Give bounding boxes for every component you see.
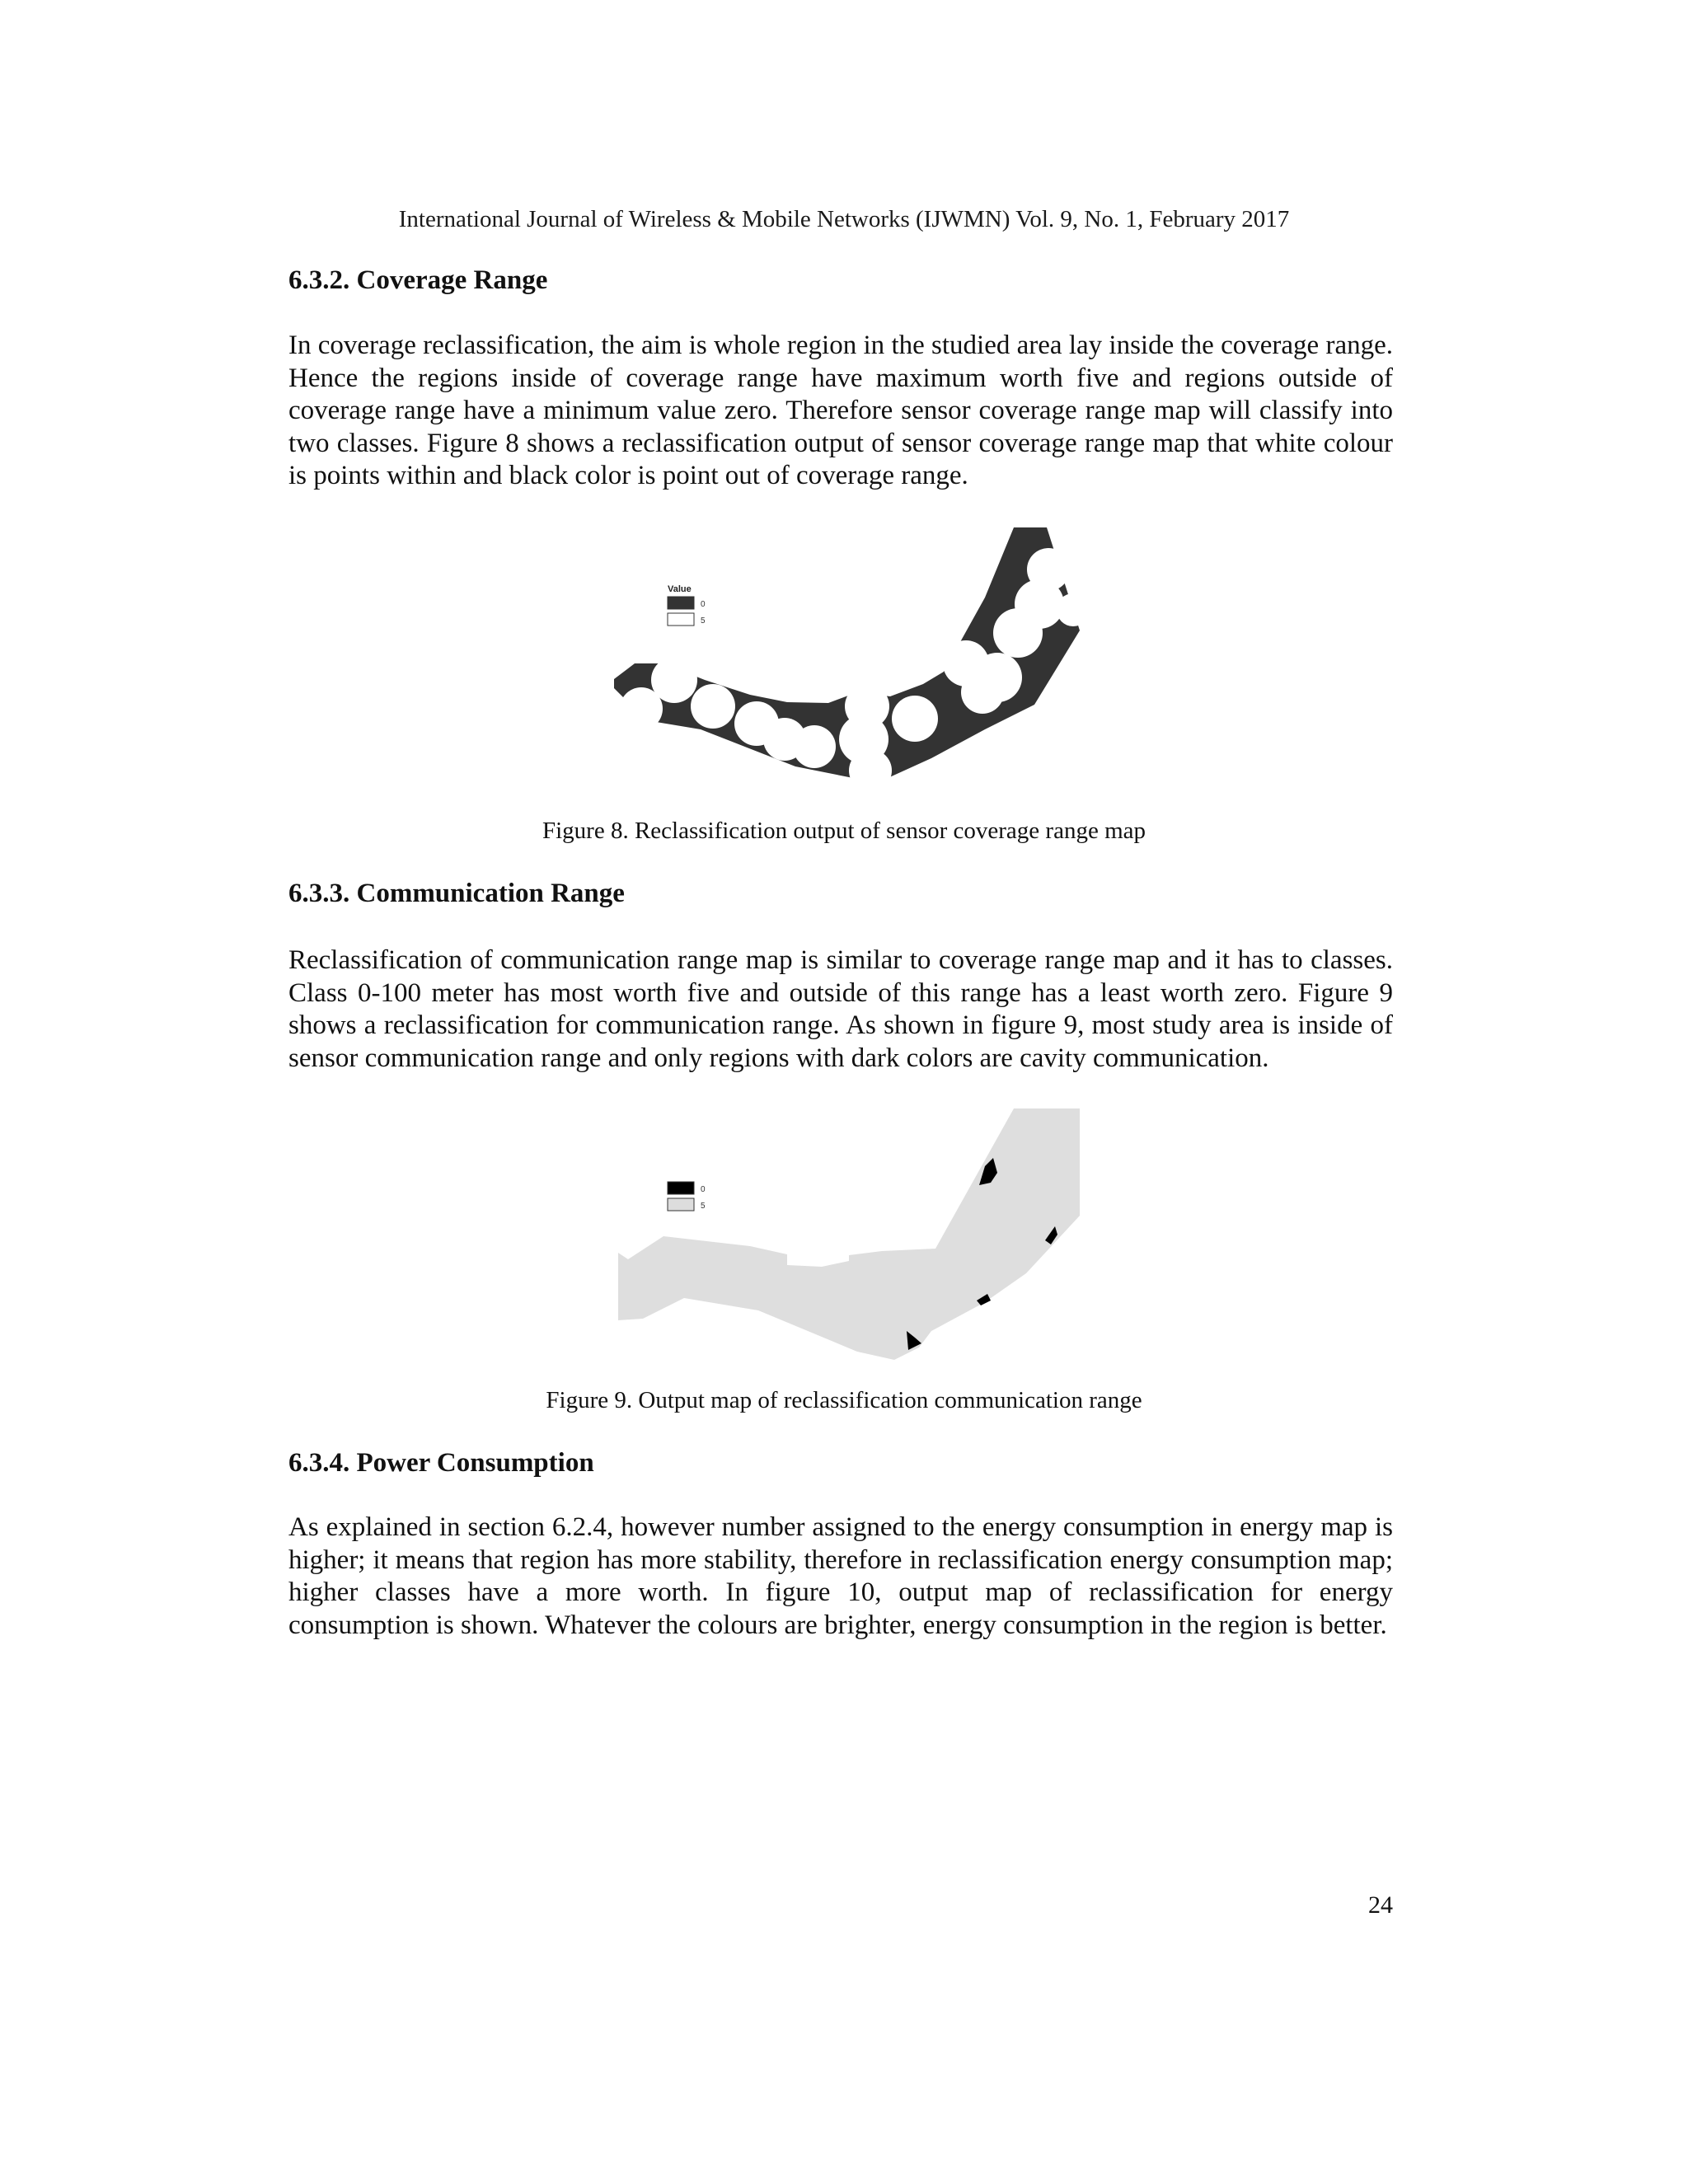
section-heading-power-consumption: 6.3.4. Power Consumption bbox=[288, 1448, 594, 1478]
coverage-region bbox=[614, 527, 1080, 779]
paragraph-coverage-range: In coverage reclassification, the aim is whole region in the studied area lay inside the coverage range. Hence the regions inside of coverage range have maximum worth five and regions outside of coverage range have a minimum value zero. Therefore sensor coverage range map will classify into two classes. Figure 8 shows a reclassification output of sensor coverage range map that white colour is points within and black color is point out of coverage range. bbox=[288, 330, 1393, 490]
legend-label-0: 0 bbox=[701, 600, 706, 609]
section-heading-communication-range: 6.3.3. Communication Range bbox=[288, 879, 625, 908]
figure-9-legend bbox=[668, 1182, 706, 1211]
legend-label-5: 5 bbox=[701, 616, 706, 626]
figure-8-coverage-map bbox=[610, 523, 1080, 779]
page-number: 24 bbox=[1368, 1891, 1393, 1919]
legend-swatch-0 bbox=[668, 597, 694, 609]
figure-9-communication-map bbox=[610, 1104, 1080, 1360]
figure-9-caption: Figure 9. Output map of reclassification communication range bbox=[546, 1387, 1142, 1413]
legend-swatch-5 bbox=[668, 613, 694, 626]
running-header: International Journal of Wireless & Mobile Networks (IJWMN) Vol. 9, No. 1, February 2017 bbox=[398, 206, 1290, 232]
communication-region bbox=[618, 1108, 1080, 1360]
legend-title: Value bbox=[668, 584, 692, 594]
legend-swatch-5 bbox=[668, 1198, 694, 1211]
legend-swatch-0 bbox=[668, 1182, 694, 1194]
figure-8-legend bbox=[668, 584, 706, 626]
paragraph-communication-range: Reclassification of communication range map is similar to coverage range map and it has to classes. Class 0-100 meter has most worth five and outside of this range has a least worth zero. Figure 9 shows a reclassification for communication range. As shown in figure 9, most study area is inside of sensor communication range and only regions with dark colors are cavity communication. bbox=[288, 945, 1393, 1073]
legend-label-0: 0 bbox=[701, 1185, 706, 1194]
legend-label-5: 5 bbox=[701, 1202, 706, 1211]
paragraph-power-consumption: As explained in section 6.2.4, however number assigned to the energy consumption in energy map is higher; it means that region has more stability, therefore in reclassification energy consumption map; higher classes have a more worth. In figure 10, output map of reclassification for energy consumption is shown. Whatever the colours are brighter, energy consumption in the region is better. bbox=[288, 1512, 1393, 1640]
figure-8-caption: Figure 8. Reclassification output of sensor coverage range map bbox=[542, 818, 1146, 844]
section-heading-coverage-range: 6.3.2. Coverage Range bbox=[288, 265, 548, 295]
